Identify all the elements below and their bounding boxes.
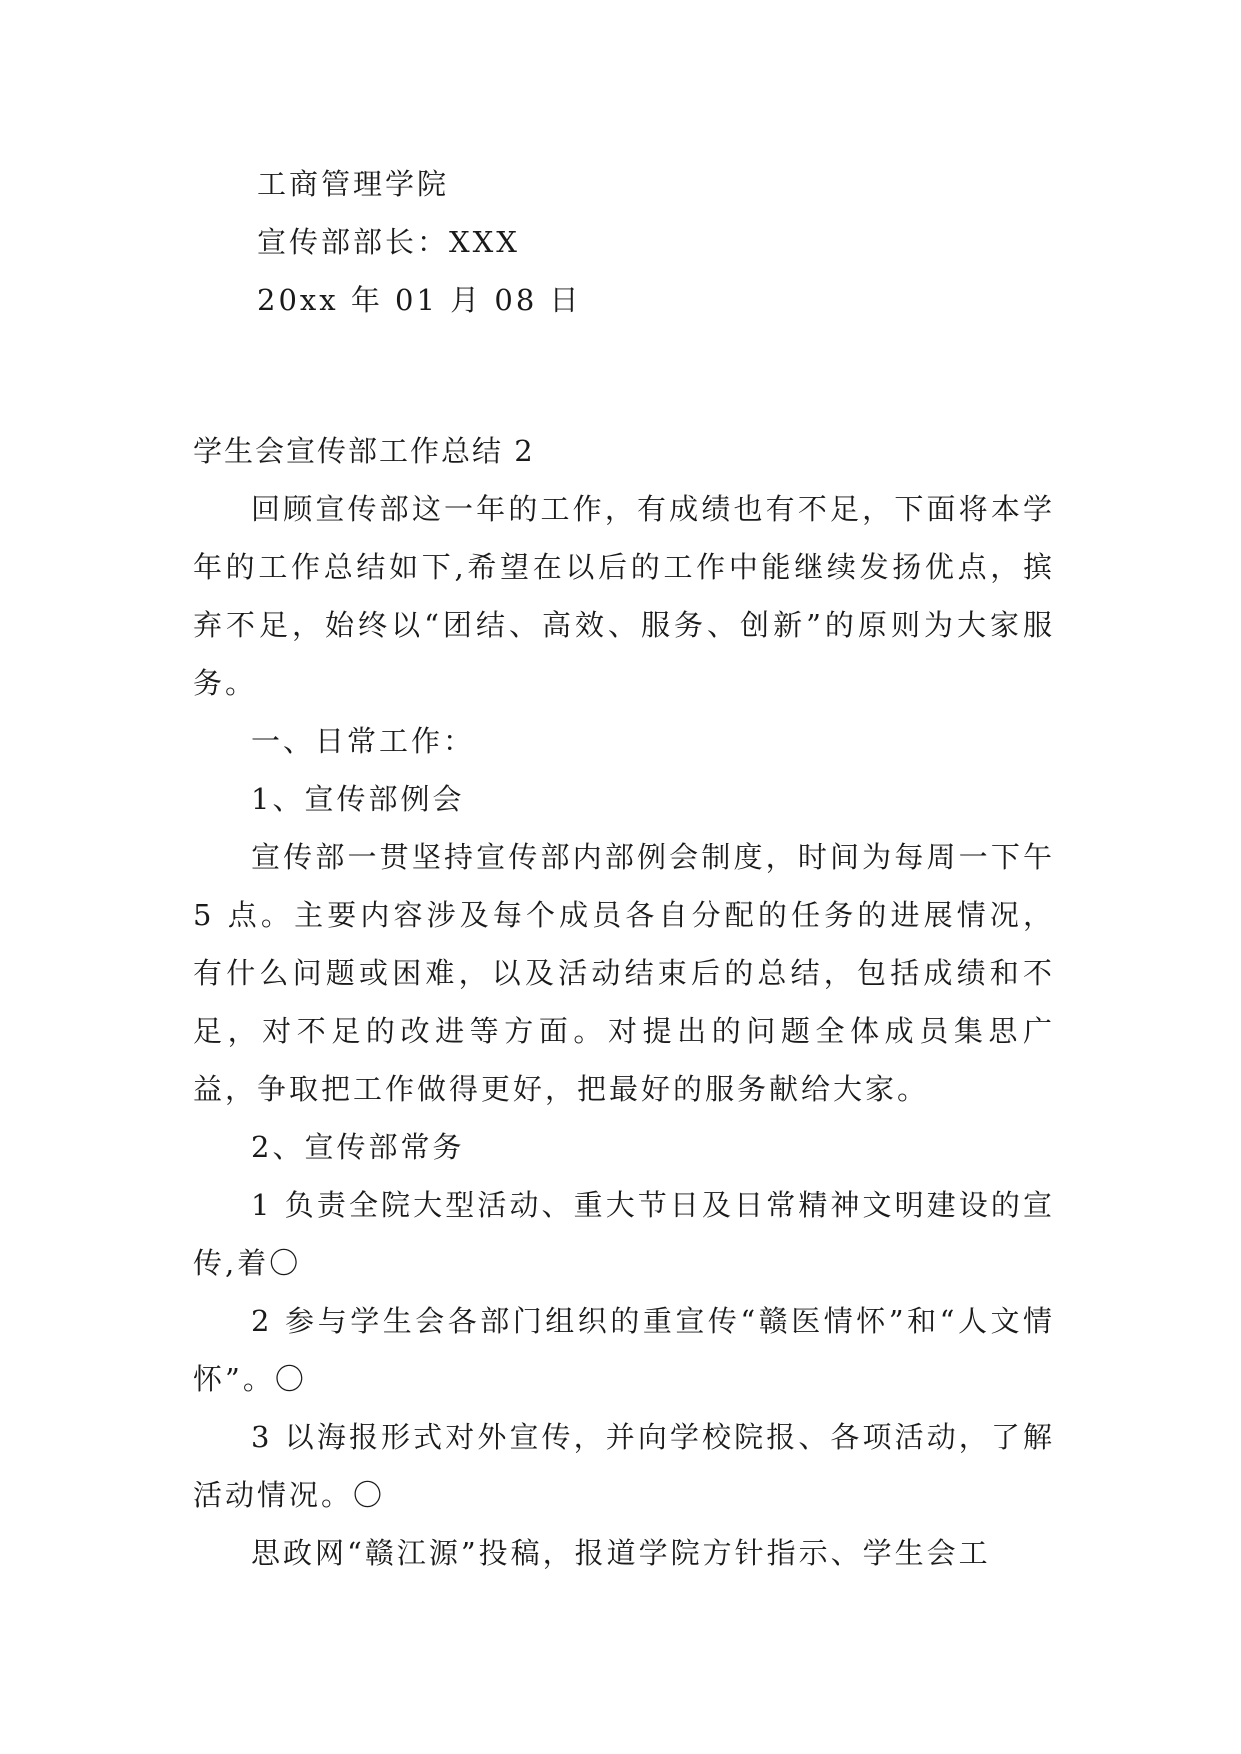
intro-paragraph: 回顾宣传部这一年的工作，有成绩也有不足，下面将本学年的工作总结如下,希望在以后的工作中能继续发扬优点，摈弃不足，始终以“团结、高效、服务、创新”的原则为大家服务。 [193, 492, 1055, 700]
item1-body: 宣传部一贯坚持宣传部内部例会制度，时间为每周一下午 5 点。主要内容涉及每个成员各自分配的任务的进展情况，有什么问题或困难，以及活动结束后的总结，包括成绩和不足，对不足的改进等方面。对提出的问题全体成员集思广益，争取把工作做得更好，把最好的服务献给大家。 [193, 840, 1055, 1106]
item2-title: 2、宣传部常务 [251, 1130, 465, 1164]
section-title: 学生会宣传部工作总结 2 [193, 434, 535, 468]
duty-2: 2 参与学生会各部门组织的重宣传“赣医情怀”和“人文情怀”。〇 [193, 1304, 1055, 1396]
duty-4: 思政网“赣江源”投稿，报道学院方针指示、学生会工 [251, 1536, 991, 1570]
document-page [193, 155, 1055, 1582]
signature-date: 20xx 年 01 月 08 日 [257, 283, 582, 317]
section-gap [193, 329, 1055, 422]
signature-minister: 宣传部部长：XXX [257, 225, 520, 259]
signature-college: 工商管理学院 [257, 167, 450, 201]
duty-3: 3 以海报形式对外宣传，并向学校院报、各项活动，了解活动情况。〇 [193, 1420, 1055, 1512]
heading-daily-work: 一、日常工作： [251, 724, 476, 758]
duty-1: 1 负责全院大型活动、重大节日及日常精神文明建设的宣传,着〇 [193, 1188, 1055, 1280]
item1-title: 1、宣传部例会 [251, 782, 465, 816]
